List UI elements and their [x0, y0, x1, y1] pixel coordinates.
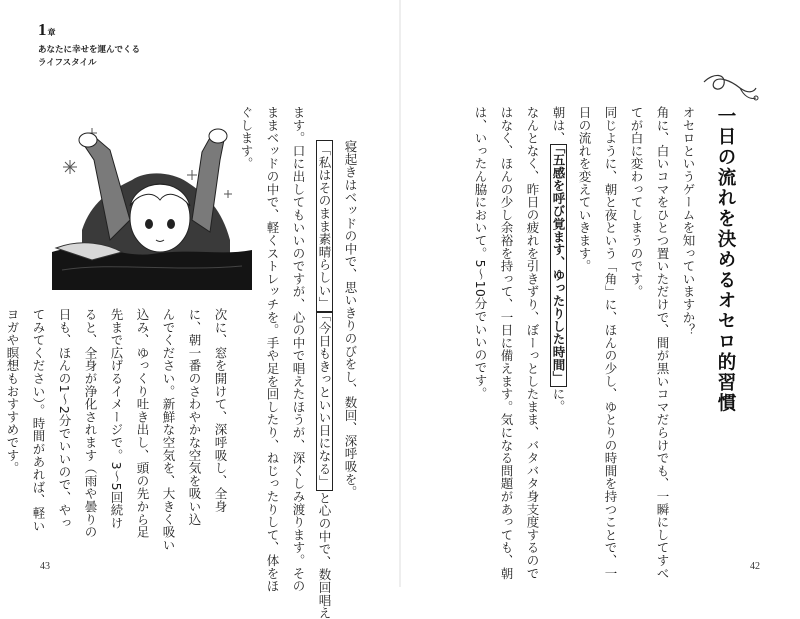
page-number-right: 42 — [750, 561, 760, 572]
left-col-7: に、朝一番のさわやかな空気を吸い込 — [187, 308, 202, 526]
chapter-label — [38, 20, 56, 40]
left-col-10: 先まで広げるイメージで。3〜5回続け — [109, 308, 124, 530]
left-col-6: 次に、窓を開けて、深呼吸し、全身 — [213, 308, 228, 513]
left-col-8: んでください。新鮮な空気を、大きく吸い — [161, 308, 176, 552]
left-col-14: ヨガや瞑想もおすすめです。 — [5, 308, 20, 475]
left-col-13: てみてください）。時間があれば、軽い — [31, 308, 46, 533]
left-col-4: ままベッドの中で、軽くストレッチを。手や足を回したり、ねじったりして、体をほ — [265, 106, 280, 593]
page-number-left: 43 — [40, 561, 50, 572]
chapter-unit: 章 — [47, 28, 56, 37]
running-title-line1: あなたに幸せを運んでくる — [38, 45, 141, 55]
left-col-9: 込み、ゆっくり吐き出し、頭の先から足 — [135, 308, 150, 539]
ornament-flourish — [700, 70, 760, 110]
left-col-2 — [315, 140, 333, 619]
chapter-number: 1 — [38, 20, 47, 39]
left-col-12: 日も、ほんの1〜2分でいいので、やっ — [57, 308, 72, 530]
left-col-3: ます。口に出してもいいのですが、心の中で唱えたほうが、深くしみ渡ります。その — [291, 106, 306, 593]
gutter — [399, 0, 401, 587]
right-col-6-head: 朝は、 — [551, 106, 566, 145]
right-col-3: てが白に変わってしまうのです。 — [629, 106, 644, 298]
right-col-8: はなく、ほんの少し余裕を持って、一日に備えます。気になる問題があっても、朝 — [499, 106, 514, 580]
left-col-2-tail: と心の中で、数回唱え — [317, 491, 332, 619]
left-col-1: 寝起きはベッドの中で、思いきりのびをし、数回、深呼吸を。 — [343, 140, 358, 499]
waking-girl-illustration — [52, 120, 252, 290]
affirmation-quote-1: 「私はそのまま素晴らしい」 — [316, 140, 333, 312]
right-col-4: 同じように、朝と夜という「角」に、ほんの少し、ゆとりの時間を持つことで、一 — [603, 106, 618, 580]
right-col-2: 角に、白いコマをひとつ置いただけで、間が黒いコマだらけでも、一瞬にしてすべ — [655, 106, 670, 580]
right-col-9: は、いったん脇において。5〜10分でいいのです。 — [473, 106, 488, 400]
right-col-1: オセロというゲームを知っていますか？ — [681, 106, 696, 337]
section-title: 一日の流れを決めるオセロ的習慣 — [715, 106, 736, 414]
running-title-line2: ライフスタイル — [38, 58, 97, 68]
left-col-11: ると、全身が浄化されます（雨や曇りの — [83, 308, 98, 539]
left-col-5: ぐします。 — [239, 106, 254, 170]
highlight-phrase: 「五感を呼び覚ます、ゆったりした時間」 — [550, 144, 567, 387]
right-col-6-tail: に。 — [551, 387, 566, 413]
right-col-7: なんとなく、昨日の疲れを引きずり、ぼーっとしたまま、バタバタ身支度するので — [525, 106, 540, 580]
running-header — [38, 44, 140, 70]
affirmation-quote-2: 「今日もきっといい日になる」 — [316, 312, 333, 491]
right-col-6 — [549, 106, 567, 413]
right-col-5: 日の流れを変えていきます。 — [577, 106, 592, 273]
